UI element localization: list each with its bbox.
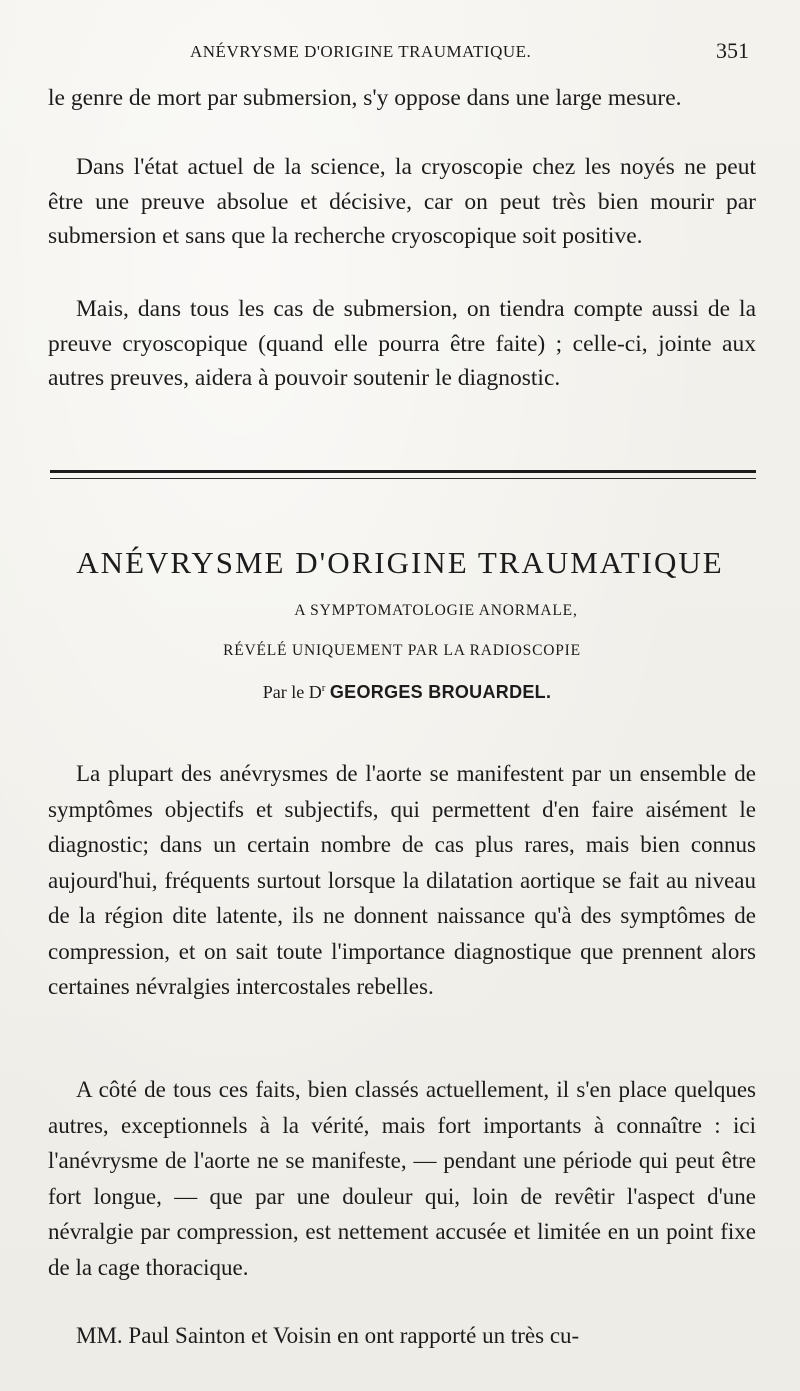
article-subtitle: RÉVÉLÉ UNIQUEMENT PAR LA RADIOSCOPIE	[223, 642, 581, 659]
article-subtitle: A SYMPTOMATOLOGIE ANORMALE,	[294, 602, 578, 619]
paragraph: A côté de tous ces faits, bien classés actuellement, il s'en place quelques autres, exceptionnels à la vérité, mais fort importants à connaître : ici l'anévrysme de l'aorte ne se manifeste, — pendant une période qui peut être fort longue, — que par une douleur qui, loin de revêtir l'aspect d'une névralgie par compression, est nettement accusée et limitée en un point fixe de la cage thoracique.	[48, 1077, 756, 1280]
paragraph: le genre de mort par submersion, s'y oppose dans une large mesure.	[48, 85, 682, 111]
byline-prefix: Par le D	[262, 682, 322, 702]
running-title: ANÉVRYSME D'ORIGINE TRAUMATIQUE.	[190, 42, 532, 61]
author-name: GEORGES BROUARDEL.	[329, 682, 552, 702]
section-divider-thin	[50, 478, 756, 479]
running-head	[0, 38, 800, 72]
paragraph: La plupart des anévrysmes de l'aorte se manifestent par un ensemble de symptômes objectifs et subjectifs, qui permettent d'en faire aisément le diagnostic; dans un certain nombre de cas plus rares, mais bien connus aujourd'hui, fréquents surtout lorsque la dilatation aortique se fait au niveau de la région dite latente, ils ne donnent naissance qu'à des symptômes de compression, et on sait toute l'importance diagnostique que prennent alors certaines névralgies intercostales rebelles.	[48, 761, 756, 999]
byline-superscript: r	[321, 682, 326, 694]
paragraph: MM. Paul Sainton et Voisin en ont rapporté un très cu-	[76, 1323, 580, 1348]
paragraph: Dans l'état actuel de la science, la cryoscopie chez les noyés ne peut être une preuve absolue et décisive, car on peut très bien mourir par submersion et sans que la recherche cryoscopique soit positive.	[48, 154, 756, 250]
page-number: 351	[716, 38, 749, 63]
byline	[0, 682, 800, 703]
article-title: ANÉVRYSME D'ORIGINE TRAUMATIQUE	[76, 545, 724, 580]
paragraph: Mais, dans tous les cas de submersion, on tiendra compte aussi de la preuve cryoscopique (quand elle pourra être faite) ; celle-ci, jointe aux autres preuves, aidera à pouvoir soutenir le diagnostic.	[48, 296, 756, 392]
section-divider-thick	[50, 470, 756, 473]
